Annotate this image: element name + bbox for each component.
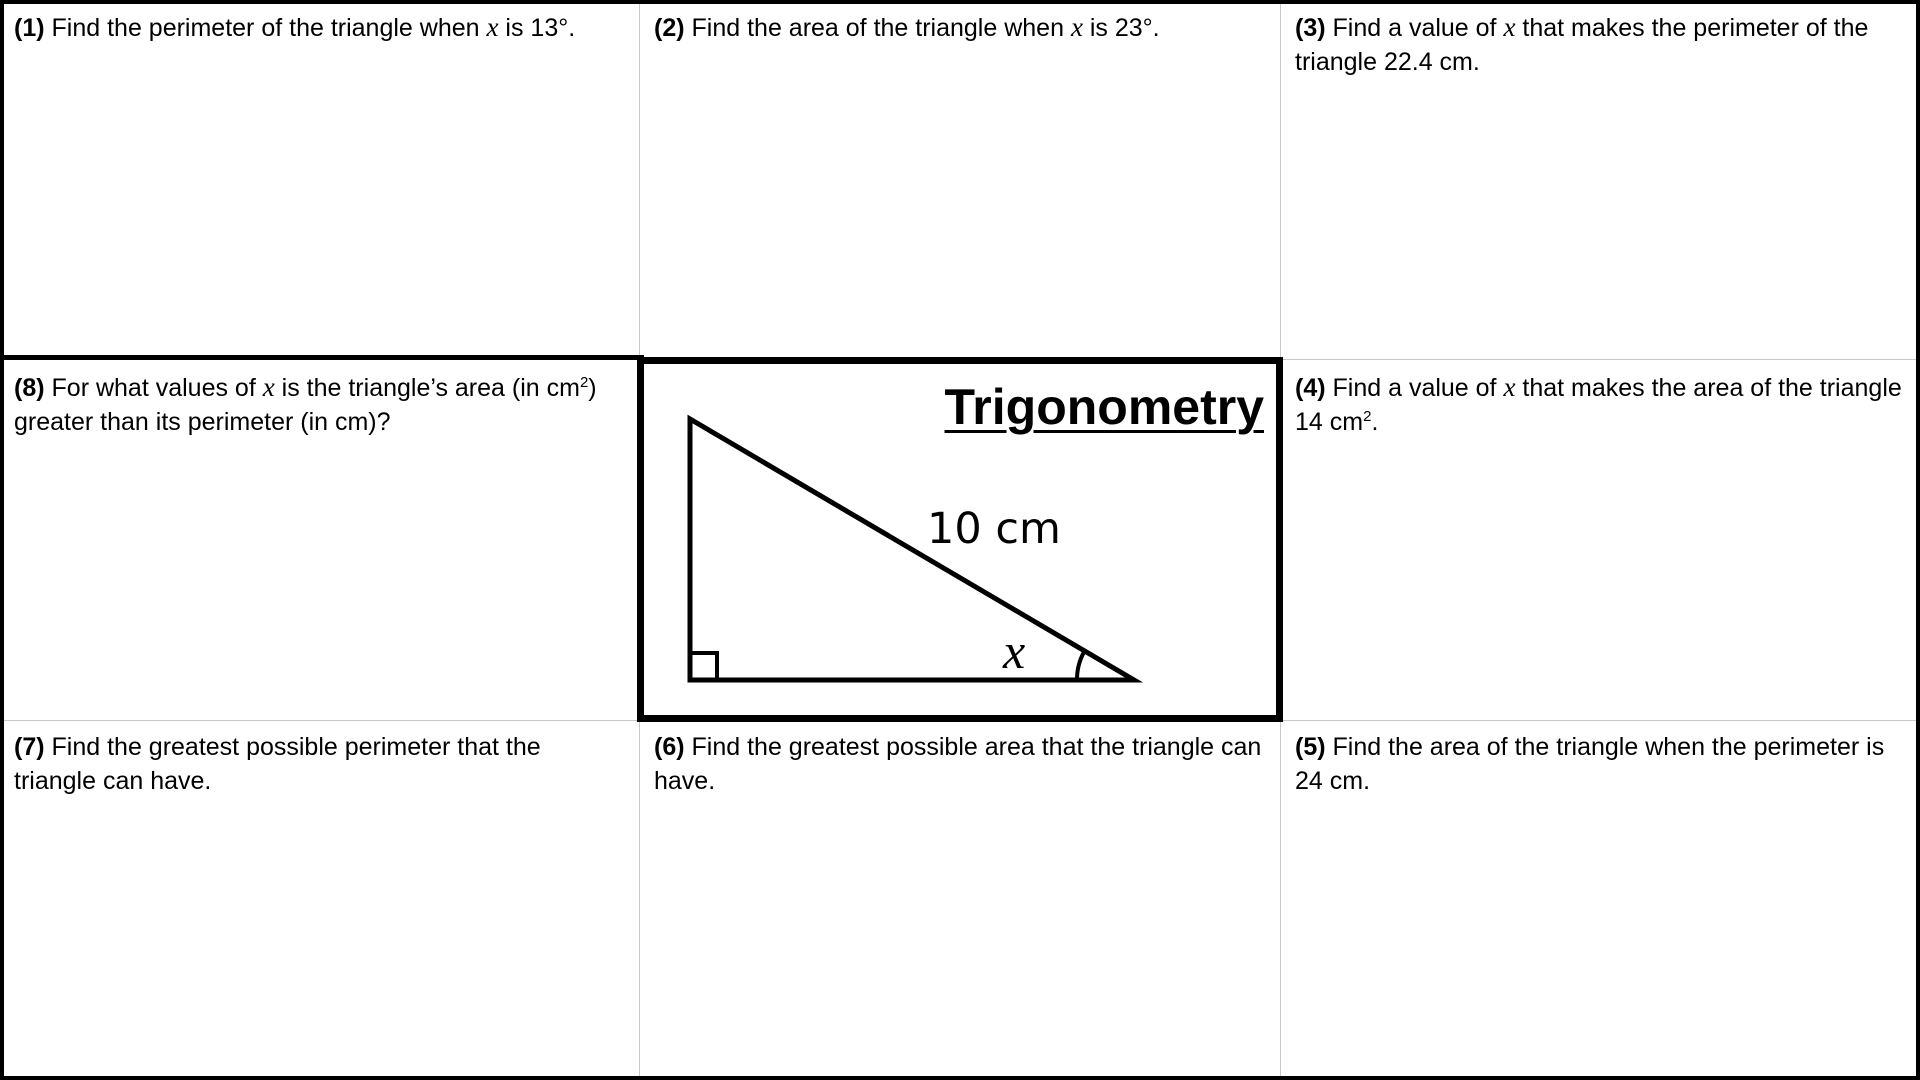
question-number: (5) <box>1295 733 1326 761</box>
question-text: For what values of <box>51 374 263 402</box>
variable-x: x <box>1503 12 1516 42</box>
page-title: Trigonometry <box>944 379 1264 435</box>
question-text: . <box>1371 408 1379 436</box>
question-text: Find the greatest possible area that the triangle can have. <box>654 733 1262 795</box>
question-number: (2) <box>654 14 685 42</box>
superscript: 2 <box>579 374 589 391</box>
question-cell-1 <box>0 0 640 356</box>
question-text: that makes the area of the triangle 14 cm <box>1295 374 1902 436</box>
variable-x: x <box>486 12 499 42</box>
question-cell-6 <box>640 720 1281 1080</box>
angle-arc <box>1077 652 1084 680</box>
question-text: is 13°. <box>498 14 576 42</box>
triangle-shape <box>690 419 1134 680</box>
question-text: Find the greatest possible perimeter that the triangle can have. <box>14 733 541 795</box>
question-cell-3 <box>1281 0 1920 356</box>
question-number: (7) <box>14 733 45 761</box>
question-text: ) greater than its perimeter (in cm)? <box>14 374 597 436</box>
question-number: (3) <box>1295 14 1326 42</box>
question-text: Find a value of <box>1332 14 1504 42</box>
question-cell-5 <box>1281 720 1920 1080</box>
variable-x: x <box>1070 12 1083 42</box>
question-cell-8 <box>0 360 636 720</box>
question-cell-7 <box>0 720 640 1080</box>
variable-x: x <box>1503 372 1516 402</box>
question-text: that makes the perimeter of the triangle 22.4 cm. <box>1295 14 1869 76</box>
question-number: (6) <box>654 733 685 761</box>
title-diagram-box <box>637 357 1283 722</box>
question-number: (1) <box>14 14 45 42</box>
question-text: is the triangle’s area (in cm <box>274 374 580 402</box>
question-number: (4) <box>1295 374 1326 402</box>
variable-x: x <box>262 372 275 402</box>
superscript: 2 <box>1363 408 1372 425</box>
question-text: is 23°. <box>1082 14 1160 42</box>
question-text: Find the area of the triangle when the perimeter is 24 cm. <box>1295 733 1885 795</box>
question-cell-2 <box>640 0 1281 356</box>
question-cell-4 <box>1281 360 1920 720</box>
right-angle-marker <box>690 653 717 680</box>
question-number: (8) <box>14 374 45 402</box>
question-text: Find a value of <box>1332 374 1504 402</box>
question-text: Find the perimeter of the triangle when <box>51 14 487 42</box>
hypotenuse-label: 10 cm <box>927 504 1061 554</box>
angle-label: x <box>1003 623 1026 679</box>
question-text: Find the area of the triangle when <box>691 14 1071 42</box>
